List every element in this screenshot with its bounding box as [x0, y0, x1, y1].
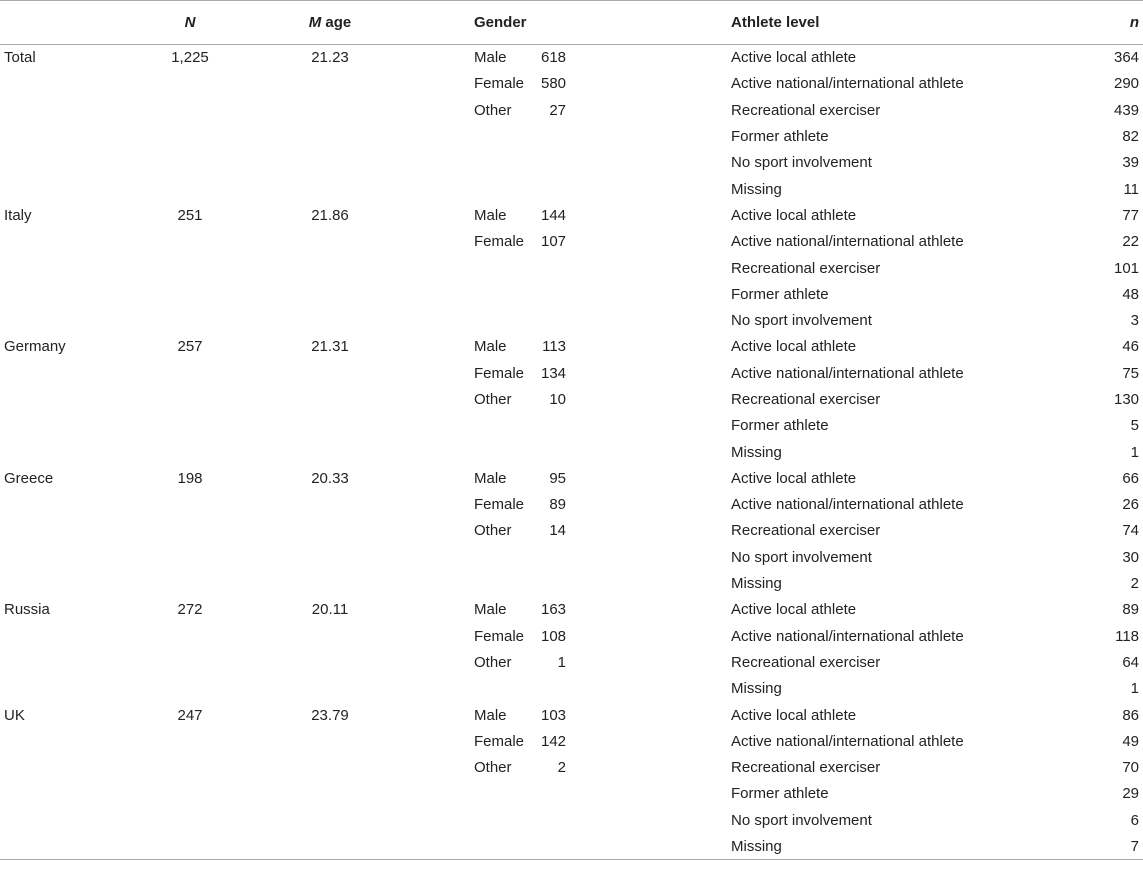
cell-gender-n: 144: [540, 206, 567, 224]
cell-total-n: [120, 386, 260, 412]
cell-level-n: 22: [1122, 233, 1140, 251]
cell-athlete-level: Missing: [731, 575, 782, 593]
cell-athlete-level: No sport involvement: [731, 312, 872, 330]
table-row: [0, 202, 1143, 228]
cell-gender: Female: [474, 627, 525, 645]
table-header: [0, 1, 1143, 45]
cell-athlete-level: Active national/international athlete: [731, 75, 964, 93]
cell-gender: Male: [474, 206, 507, 224]
cell-country: [0, 518, 120, 544]
cell-mean-age: 23.79: [311, 706, 349, 724]
cell-level-n: 130: [1113, 391, 1140, 408]
cell-gender: Female: [474, 233, 525, 251]
cell-spacer: [630, 229, 727, 255]
cell-total-n: [120, 570, 260, 596]
cell-level-n: 439: [1113, 101, 1140, 119]
cell-gender-n: 108: [540, 627, 567, 645]
table-row: [0, 123, 1143, 149]
table-row: [0, 623, 1143, 649]
cell-mean-age: [260, 307, 400, 333]
header-country: [0, 1, 120, 45]
cell-country: [0, 229, 120, 255]
cell-athlete-level: Active national/international athlete: [731, 364, 964, 382]
cell-country: [0, 649, 120, 675]
cell-mean-age: 21.31: [311, 338, 349, 356]
cell-gender-n: 89: [549, 496, 567, 514]
cell-mean-age: [260, 439, 400, 465]
cell-total-n: 257: [177, 338, 203, 356]
cell-gender-n: [500, 413, 630, 439]
cell-gender: Male: [474, 601, 507, 619]
cell-spacer: [630, 492, 727, 518]
cell-total-n: [120, 71, 260, 97]
cell-mean-age: [260, 833, 400, 859]
cell-level-n: 82: [1122, 128, 1140, 146]
cell-total-n: [120, 229, 260, 255]
cell-level-n: 86: [1122, 706, 1140, 724]
cell-athlete-level: Active national/international athlete: [731, 496, 964, 514]
cell-total-n: [120, 781, 260, 807]
cell-mean-age: [260, 97, 400, 123]
cell-gender-n: [500, 255, 630, 281]
cell-gender: [400, 413, 500, 439]
cell-gender-n: [500, 307, 630, 333]
cell-athlete-level: Missing: [731, 180, 782, 198]
cell-gender: Male: [474, 469, 507, 487]
cell-spacer: [630, 307, 727, 333]
cell-gender-n: 580: [540, 75, 567, 93]
table-row: [0, 728, 1143, 754]
cell-total-n: 272: [177, 601, 203, 619]
table-row: [0, 518, 1143, 544]
cell-total-n: [120, 97, 260, 123]
cell-level-n: 39: [1122, 154, 1140, 172]
cell-athlete-level: Missing: [731, 680, 782, 698]
cell-gender-n: [500, 544, 630, 570]
cell-mean-age: [260, 807, 400, 833]
cell-athlete-level: No sport involvement: [731, 154, 872, 172]
cell-gender: Other: [474, 522, 512, 540]
cell-gender: [400, 833, 500, 859]
cell-total-n: [120, 728, 260, 754]
cell-gender-n: 1: [557, 653, 567, 671]
table-row: [0, 492, 1143, 518]
cell-gender: Other: [474, 391, 512, 408]
cell-athlete-level: Former athlete: [731, 285, 829, 303]
cell-gender: [400, 676, 500, 702]
table-row: [0, 386, 1143, 412]
table-row: [0, 649, 1143, 675]
cell-total-n: [120, 307, 260, 333]
cell-country: Italy: [4, 206, 32, 224]
table-row: [0, 229, 1143, 255]
cell-level-n: 364: [1113, 49, 1140, 67]
cell-spacer: [630, 597, 727, 623]
cell-country: [0, 807, 120, 833]
cell-spacer: [630, 281, 727, 307]
cell-athlete-level: Recreational exerciser: [731, 653, 881, 671]
cell-athlete-level: No sport involvement: [731, 811, 872, 829]
cell-mean-age: [260, 413, 400, 439]
cell-level-n: 75: [1122, 364, 1140, 382]
cell-gender-n: [500, 676, 630, 702]
cell-country: [0, 281, 120, 307]
cell-spacer: [630, 123, 727, 149]
cell-gender: [400, 807, 500, 833]
table-row: [0, 71, 1143, 97]
cell-athlete-level: Active national/international athlete: [731, 233, 964, 251]
cell-gender: [400, 176, 500, 202]
cell-spacer: [630, 781, 727, 807]
cell-spacer: [630, 465, 727, 491]
cell-gender-n: 134: [540, 364, 567, 382]
cell-level-n: 3: [1130, 312, 1140, 330]
cell-mean-age: [260, 229, 400, 255]
cell-total-n: [120, 150, 260, 176]
table-row: [0, 255, 1143, 281]
cell-gender: [400, 570, 500, 596]
cell-mean-age: [260, 518, 400, 544]
cell-level-n: 77: [1122, 206, 1140, 224]
cell-country: [0, 781, 120, 807]
cell-level-n: 48: [1122, 285, 1140, 303]
table-body: [0, 45, 1143, 860]
cell-country: [0, 360, 120, 386]
table-row: [0, 755, 1143, 781]
table-row: [0, 176, 1143, 202]
cell-gender-n: 27: [549, 101, 567, 119]
cell-gender-n: 618: [540, 49, 567, 67]
cell-gender-n: [500, 570, 630, 596]
cell-mean-age: [260, 781, 400, 807]
cell-level-n: 1: [1130, 443, 1140, 461]
cell-spacer: [630, 360, 727, 386]
table-row: [0, 465, 1143, 491]
cell-total-n: [120, 623, 260, 649]
cell-total-n: [120, 518, 260, 544]
cell-total-n: [120, 439, 260, 465]
cell-level-n: 118: [1115, 627, 1140, 645]
cell-mean-age: [260, 71, 400, 97]
table-row: [0, 413, 1143, 439]
cell-gender: [400, 255, 500, 281]
cell-athlete-level: Active local athlete: [731, 338, 857, 356]
cell-level-n: 46: [1122, 338, 1140, 356]
table-row: [0, 807, 1143, 833]
cell-country: Greece: [4, 469, 54, 487]
cell-mean-age: [260, 570, 400, 596]
table-row: [0, 702, 1143, 728]
cell-level-n: 1: [1130, 680, 1140, 698]
cell-gender: [400, 150, 500, 176]
cell-spacer: [630, 71, 727, 97]
cell-country: UK: [4, 706, 25, 724]
cell-mean-age: 20.11: [311, 601, 349, 619]
cell-total-n: [120, 676, 260, 702]
cell-total-n: [120, 123, 260, 149]
cell-level-n: 49: [1122, 732, 1140, 750]
cell-athlete-level: Active local athlete: [731, 206, 857, 224]
cell-spacer: [630, 728, 727, 754]
header-n: N: [120, 1, 260, 45]
cell-gender: Other: [474, 101, 512, 119]
cell-gender: Female: [474, 364, 525, 382]
cell-total-n: [120, 255, 260, 281]
cell-athlete-level: Missing: [727, 833, 1083, 859]
cell-mean-age: [260, 176, 400, 202]
cell-gender-n: [500, 123, 630, 149]
cell-country: [0, 307, 120, 333]
table-row: [0, 307, 1143, 333]
cell-mean-age: [260, 728, 400, 754]
table-row: [0, 439, 1143, 465]
cell-country: [0, 97, 120, 123]
cell-athlete-level: Recreational exerciser: [731, 522, 881, 540]
cell-spacer: [630, 386, 727, 412]
cell-level-n: 26: [1122, 496, 1140, 514]
cell-gender-n: 113: [542, 338, 567, 356]
cell-gender-n: 10: [549, 391, 567, 408]
cell-mean-age: [260, 281, 400, 307]
cell-level-n: 7: [1083, 833, 1143, 859]
cell-level-n: 290: [1113, 75, 1140, 93]
cell-total-n: [120, 281, 260, 307]
cell-total-n: [120, 649, 260, 675]
cell-mean-age: [260, 386, 400, 412]
cell-total-n: 198: [177, 469, 203, 487]
cell-total-n: [120, 360, 260, 386]
table-row: [0, 597, 1143, 623]
cell-mean-age: [260, 360, 400, 386]
cell-level-n: 29: [1122, 785, 1140, 803]
cell-athlete-level: Recreational exerciser: [731, 101, 881, 119]
cell-gender: Male: [474, 706, 507, 724]
cell-athlete-level: Recreational exerciser: [731, 391, 881, 408]
cell-mean-age: [260, 255, 400, 281]
header-mean-age: M age: [260, 1, 400, 45]
cell-country: Total: [4, 49, 36, 67]
cell-level-n: 74: [1122, 522, 1140, 540]
cell-gender-n: [500, 833, 630, 859]
cell-gender-n: 14: [549, 522, 567, 540]
cell-athlete-level: Active national/international athlete: [731, 732, 964, 750]
table-row: [0, 570, 1143, 596]
cell-mean-age: [260, 755, 400, 781]
table-row: [0, 781, 1143, 807]
table-row: [0, 360, 1143, 386]
cell-total-n: [120, 492, 260, 518]
cell-athlete-level: Former athlete: [731, 417, 829, 435]
cell-country: [0, 676, 120, 702]
cell-mean-age: [260, 492, 400, 518]
cell-gender: [400, 781, 500, 807]
cell-mean-age: [260, 649, 400, 675]
cell-mean-age: [260, 623, 400, 649]
cell-level-n: 70: [1122, 759, 1140, 777]
cell-athlete-level: Missing: [731, 443, 782, 461]
cell-gender-n: 107: [540, 233, 567, 251]
cell-spacer: [630, 150, 727, 176]
header-athlete-level: Athlete level: [727, 1, 1083, 45]
table-row: [0, 281, 1143, 307]
cell-level-n: 11: [1123, 180, 1140, 198]
cell-gender: Other: [474, 759, 512, 777]
cell-country: Russia: [4, 601, 50, 619]
cell-country: [0, 150, 120, 176]
cell-athlete-level: No sport involvement: [731, 548, 872, 566]
cell-athlete-level: Former athlete: [731, 128, 829, 146]
cell-gender-n: 163: [540, 601, 567, 619]
cell-athlete-level: Recreational exerciser: [731, 259, 881, 277]
cell-total-n: [120, 176, 260, 202]
cell-level-n: 2: [1130, 575, 1140, 593]
cell-athlete-level: Active local athlete: [731, 601, 857, 619]
cell-total-n: [120, 755, 260, 781]
cell-level-n: 66: [1122, 469, 1140, 487]
cell-spacer: [630, 702, 727, 728]
cell-country: Germany: [4, 338, 66, 356]
cell-level-n: 5: [1130, 417, 1140, 435]
cell-total-n: [120, 833, 260, 859]
cell-spacer: [630, 807, 727, 833]
cell-spacer: [630, 570, 727, 596]
cell-spacer: [630, 544, 727, 570]
cell-gender-n: 142: [540, 732, 567, 750]
cell-level-n: 6: [1130, 811, 1140, 829]
header-gender: Gender: [400, 1, 630, 45]
table-row: [0, 45, 1143, 71]
cell-spacer: [630, 518, 727, 544]
table-row: [0, 150, 1143, 176]
cell-gender: [400, 307, 500, 333]
cell-spacer: [630, 676, 727, 702]
cell-athlete-level: Active national/international athlete: [731, 627, 964, 645]
cell-spacer: [630, 649, 727, 675]
cell-spacer: [630, 413, 727, 439]
cell-gender-n: 103: [540, 706, 567, 724]
cell-country: [0, 71, 120, 97]
cell-mean-age: 21.86: [311, 206, 349, 224]
cell-spacer: [630, 334, 727, 360]
cell-mean-age: 21.23: [311, 49, 349, 67]
table-row: [0, 544, 1143, 570]
cell-mean-age: [260, 676, 400, 702]
cell-country: [0, 833, 120, 859]
cell-gender: [400, 123, 500, 149]
cell-country: [0, 413, 120, 439]
cell-country: [0, 492, 120, 518]
cell-gender-n: [500, 281, 630, 307]
cell-spacer: [630, 45, 727, 71]
cell-athlete-level: Active local athlete: [731, 469, 857, 487]
cell-gender-n: 2: [557, 759, 567, 777]
cell-total-n: [120, 807, 260, 833]
cell-spacer: [630, 97, 727, 123]
cell-spacer: [630, 255, 727, 281]
cell-spacer: [630, 176, 727, 202]
cell-country: [0, 176, 120, 202]
cell-gender: Female: [474, 732, 525, 750]
cell-mean-age: [260, 123, 400, 149]
cell-gender: Male: [474, 49, 507, 67]
cell-spacer: [630, 623, 727, 649]
table-row: [0, 334, 1143, 360]
cell-country: [0, 439, 120, 465]
cell-mean-age: 20.33: [311, 469, 349, 487]
cell-country: [0, 255, 120, 281]
cell-gender-n: [500, 439, 630, 465]
cell-country: [0, 386, 120, 412]
cell-country: [0, 544, 120, 570]
cell-total-n: 251: [177, 206, 203, 224]
cell-country: [0, 123, 120, 149]
cell-gender: Female: [474, 496, 525, 514]
cell-spacer: [630, 833, 727, 859]
table-row: [0, 676, 1143, 702]
cell-spacer: [630, 439, 727, 465]
cell-level-n: 89: [1122, 601, 1140, 619]
cell-gender-n: 95: [549, 469, 567, 487]
cell-gender: Other: [474, 653, 512, 671]
cell-country: [0, 570, 120, 596]
table-row: [0, 97, 1143, 123]
cell-athlete-level: Recreational exerciser: [731, 759, 881, 777]
cell-total-n: 1,225: [171, 49, 209, 67]
cell-country: [0, 623, 120, 649]
cell-country: [0, 755, 120, 781]
cell-gender: Female: [474, 75, 525, 93]
cell-athlete-level: Active local athlete: [731, 49, 857, 67]
cell-spacer: [630, 755, 727, 781]
cell-mean-age: [260, 150, 400, 176]
cell-total-n: [120, 544, 260, 570]
cell-gender: [400, 439, 500, 465]
cell-gender: [400, 281, 500, 307]
cell-mean-age: [260, 544, 400, 570]
cell-total-n: [120, 413, 260, 439]
header-level-n: n: [1083, 1, 1143, 45]
cell-gender: Male: [474, 338, 507, 356]
table-row: [0, 833, 1143, 859]
cell-country: [0, 728, 120, 754]
cell-level-n: 64: [1122, 653, 1140, 671]
cell-level-n: 30: [1122, 548, 1140, 566]
cell-gender: [400, 544, 500, 570]
cell-level-n: 101: [1113, 259, 1140, 277]
cell-athlete-level: Active local athlete: [731, 706, 857, 724]
cell-spacer: [630, 202, 727, 228]
cell-gender-n: [500, 150, 630, 176]
cell-athlete-level: Former athlete: [731, 785, 829, 803]
cell-total-n: 247: [177, 706, 203, 724]
cell-gender-n: [500, 807, 630, 833]
cell-gender-n: [500, 176, 630, 202]
cell-gender-n: [500, 781, 630, 807]
